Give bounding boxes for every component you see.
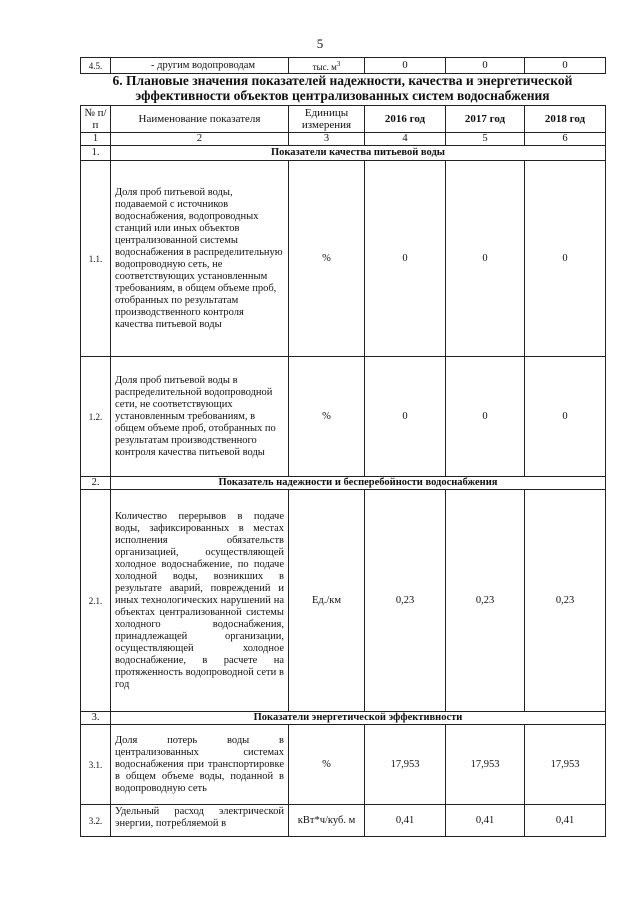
table-row xyxy=(81,805,606,837)
value-2018: 17,953 xyxy=(525,725,606,805)
row-number: 3.1. xyxy=(81,725,111,805)
table-row xyxy=(81,357,606,477)
group-title: Показатель надежности и бесперебойности водоснабжения xyxy=(111,477,606,490)
header-2018: 2018 год xyxy=(525,106,606,133)
indicators-table xyxy=(80,105,606,837)
col-number: 4 xyxy=(365,133,446,146)
table-row xyxy=(81,161,606,357)
header-2016: 2016 год xyxy=(365,106,446,133)
group-title: Показатели качества питьевой воды xyxy=(111,146,606,161)
col-number: 1 xyxy=(81,133,111,146)
value-2016: 17,953 xyxy=(365,725,446,805)
value-2017: 0 xyxy=(446,357,525,477)
group-row xyxy=(81,477,606,490)
top-table xyxy=(80,57,606,74)
indicator-name: Доля потерь воды в централизованных системах водоснабжения при транспортировке в общем объеме воды, поданной в водопроводную сеть xyxy=(111,725,289,805)
unit-cell: Ед./км xyxy=(289,490,365,712)
value-2018: 0 xyxy=(525,161,606,357)
value-2017: 0 xyxy=(446,161,525,357)
unit-cell: % xyxy=(289,725,365,805)
value-2018: 0 xyxy=(525,357,606,477)
indicator-name: Количество перерывов в подаче воды, зафиксированных в местах исполнения обязательств организацией, осуществляющей холодное водоснабжение, по подаче холодной воды, возникших в результате аварий, повреждений и иных технологических нарушений на объектах централизованной системы холодного водоснабжения, принадлежащей организации, осуществляющей холодное водоснабжение, в расчете на протяженность водопроводной сети в год xyxy=(111,490,289,712)
table-row xyxy=(81,725,606,805)
value-2016: 0 xyxy=(365,161,446,357)
value-2017: 17,953 xyxy=(446,725,525,805)
group-title: Показатели энергетической эффективности xyxy=(111,712,606,725)
header-row xyxy=(81,106,606,133)
header-unit: Единицы измерения xyxy=(289,106,365,133)
value-2017: 0,41 xyxy=(446,805,525,837)
row-number: 4.5. xyxy=(81,58,111,74)
value-2016: 0,23 xyxy=(365,490,446,712)
unit-cell: % xyxy=(289,161,365,357)
table-row xyxy=(81,58,606,74)
row-number: 3.2. xyxy=(81,805,111,837)
value-2017: 0,23 xyxy=(446,490,525,712)
indicator-name: Доля проб питьевой воды в распределительной водопроводной сети, не соответствующих установленным требованиям, в общем объеме проб, отобранных по результатам производственного контроля качества питьевой воды xyxy=(111,357,289,477)
group-row xyxy=(81,146,606,161)
table-row xyxy=(81,490,606,712)
header-num: № п/п xyxy=(81,106,111,133)
indicator-name: - другим водопроводам xyxy=(111,58,289,74)
section-title: 6. Плановые значения показателей надежности, качества и энергетической эффективности объектов централизованных систем водоснабжения xyxy=(112,73,573,103)
unit-cell: кВт*ч/куб. м xyxy=(289,805,365,837)
group-row xyxy=(81,712,606,725)
group-number: 3. xyxy=(81,712,111,725)
group-number: 2. xyxy=(81,477,111,490)
col-number: 5 xyxy=(446,133,525,146)
value-2018: 0,23 xyxy=(525,490,606,712)
indicator-name: Удельный расход электрической энергии, потребляемой в xyxy=(111,805,289,837)
col-number: 6 xyxy=(525,133,606,146)
unit-cell: тыс. $м^3$ xyxy=(289,58,365,74)
header-2017: 2017 год xyxy=(446,106,525,133)
row-number: 1.2. xyxy=(81,357,111,477)
value-2016: 0 xyxy=(365,58,446,74)
col-number: 2 xyxy=(111,133,289,146)
unit-cell: % xyxy=(289,357,365,477)
value-2018: 0 xyxy=(525,58,606,74)
header-name: Наименование показателя xyxy=(111,106,289,133)
row-number: 1.1. xyxy=(81,161,111,357)
value-2016: 0,41 xyxy=(365,805,446,837)
row-number: 2.1. xyxy=(81,490,111,712)
value-2016: 0 xyxy=(365,357,446,477)
group-number: 1. xyxy=(81,146,111,161)
col-number: 3 xyxy=(289,133,365,146)
column-numbers-row xyxy=(81,133,606,146)
value-2018: 0,41 xyxy=(525,805,606,837)
indicator-name: Доля проб питьевой воды, подаваемой с источников водоснабжения, водопроводных станций или иных объектов централизованной системы водоснабжения в распределительную водопроводную сеть, не соответствующих установленным требованиям, в общем объеме проб, отобранных по результатам производственного контроля качества питьевой воды xyxy=(111,161,289,357)
page-number: 5 xyxy=(316,36,324,51)
value-2017: 0 xyxy=(446,58,525,74)
